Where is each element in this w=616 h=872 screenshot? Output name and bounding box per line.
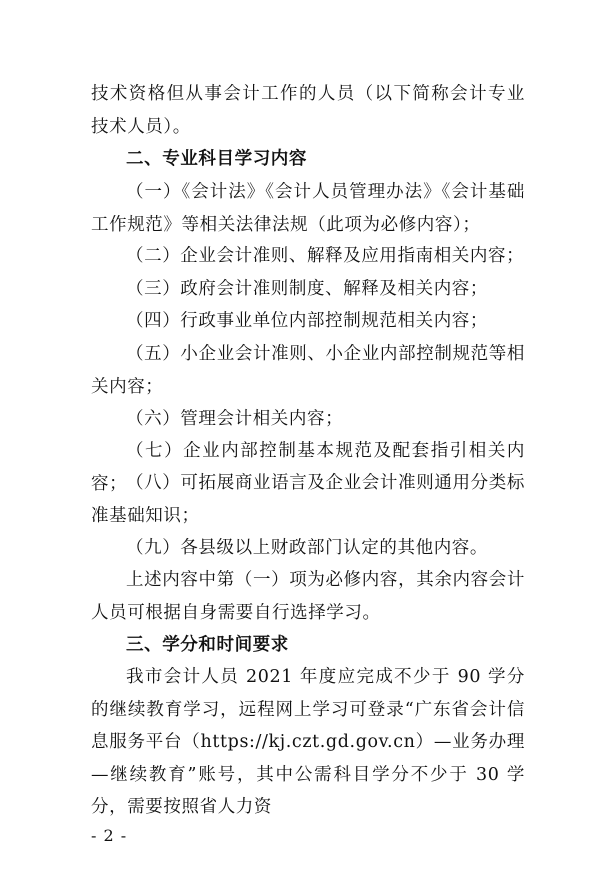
section-heading-2: 二、专业科目学习内容 [126,149,307,169]
list-item-9: （九）各县级以上财政部门认定的其他内容。 [126,538,488,558]
page-number: - 2 - [91,826,128,845]
list-item-7: （七）企业内部控制基本规范及配套指引相关内容； [91,441,525,494]
list-item-8: （八）可拓展商业语言及企业会计准则通用分类标准基础知识； [91,473,525,526]
list-item-5: （五）小企业会计准则、小企业内部控制规范等相关内容； [91,344,525,397]
list-item-4: （四）行政事业单位内部控制规范相关内容； [126,311,488,331]
paragraph-intro-continuation: 技术资格但从事会计工作的人员（以下简称会计专业技术人员）。 [91,84,525,137]
list-item-6: （六）管理会计相关内容； [126,409,344,429]
paragraph-note: 上述内容中第（一）项为必修内容，其余内容会计人员可根据自身需要自行选择学习。 [91,570,525,623]
list-item-3: （三）政府会计准则制度、解释及相关内容； [126,279,488,299]
list-item-1: （一）《会计法》《会计人员管理办法》《会计基础工作规范》等相关法律法规（此项为必修内容）； [91,182,525,235]
section-heading-3: 三、学分和时间要求 [126,635,289,655]
list-item-2: （二）企业会计准则、解释及应用指南相关内容； [126,246,525,266]
paragraph-credit-requirements: 我市会计人员 2021 年度应完成不少于 90 学分的继续教育学习，远程网上学习可登录“广东省会计信息服务平台（https://kj.czt.gd.gov.cn）—业务办理—继续教育”账号，其中公需科目学分不少于 30 学分，需要按照省人力资 [91,667,525,817]
